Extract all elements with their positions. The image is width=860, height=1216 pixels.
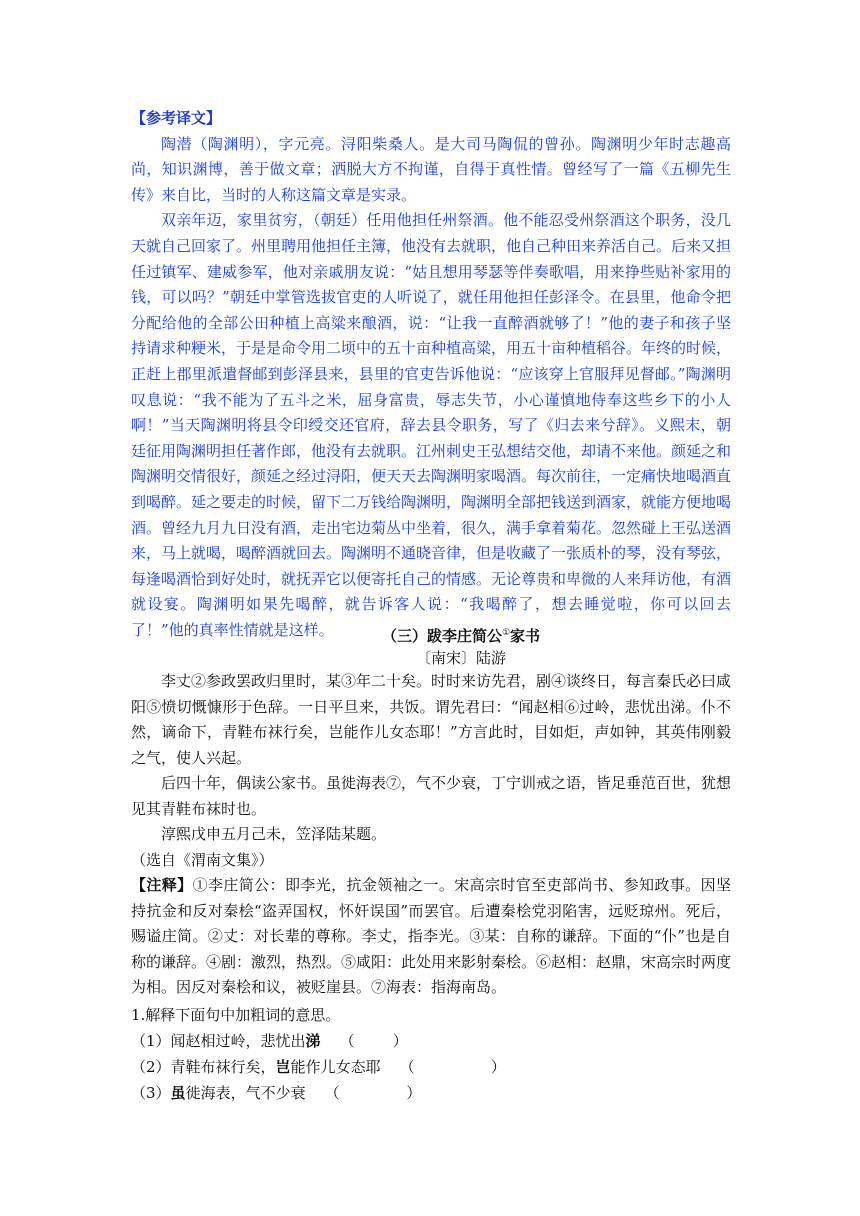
question-item-prefix: （2）青鞋布袜行矣， (131, 1058, 276, 1076)
question-title: 1.解释下面句中加粗词的意思。 (131, 1006, 341, 1024)
question-section (131, 1002, 731, 1106)
essay-paragraph: 后四十年，偶读公家书。虽徙海表⑦，气不少衰，丁宁训戒之语，皆足垂范百世，犹想见其青鞋布袜时也。 (131, 774, 732, 818)
essay-title-footnote-mark: ① (501, 628, 511, 638)
essay-section (131, 622, 731, 1001)
question-item-prefix: （1）闻赵相过岭，悲忧出 (131, 1032, 306, 1050)
question-item-prefix: （3） (131, 1084, 171, 1102)
question-item (131, 1028, 731, 1054)
essay-author: 〔南宋〕陆游 (415, 649, 506, 667)
answer-blank[interactable]: 能作儿女态耶 （ ） (290, 1058, 506, 1076)
question-item (131, 1054, 731, 1080)
essay-notes (131, 873, 731, 1001)
translation-paragraph: 陶潜（陶渊明），字元亮。浔阳柴桑人。是大司马陶侃的曾孙。陶渊明少年时志趣高尚，知识渊博，善于做文章；洒脱大方不拘谨，自得于真性情。曾经写了一篇《五柳先生传》来自比，当时的人称这篇文章是实录。 (131, 134, 731, 204)
translation-paragraph: 双亲年迈，家里贫穷，（朝廷）任用他担任州祭酒。他不能忍受州祭酒这个职务，没几天就自己回家了。州里聘用他担任主簿，他没有去就职，他自己种田来养活自己。后来又担任过镇军、建威参军，他对亲戚朋友说：“姑且想用琴瑟等伴奏歌唱，用来挣些贴补家用的钱，可以吗？”朝廷中掌管选拔官吏的人听说了，就任用他担任彭泽令。在县里，他命令把分配给他的全部公田种植上高粱来酿酒，说：“让我一直醉酒就够了！”他的妻子和孩子坚持请求种粳米，于是是命令用二顷中的五十亩种植高粱，用五十亩种植稻谷。年终的时候，正赶上郡里派遣督邮到彭泽县来，县里的官吏告诉他说：“应该穿上官服拜见督邮。”陶渊明叹息说：“我不能为了五斗之米，屈身富贵，辱志失节，小心谨慎地侍奉这些乡下的小人啊！”当天陶渊明将县令印绶交还官府，辞去县令职务，写了《归去来兮辞》。义熙末，朝廷征用陶渊明担任著作郎，他没有去就职。江州刺史王弘想结交他，却请不来他。颜延之和陶渊明交情很好，颜延之经过浔阳，便天天去陶渊明家喝酒。每次前往，一定痛快地喝酒直到喝醉。延之要走的时候，留下二万钱给陶渊明，陶渊明全部把钱送到酒家，就能方便地喝酒。曾经九月九日没有酒，走出宅边菊丛中坐着，很久，满手拿着菊花。忽然碰上王弘送酒来，马上就喝，喝醉酒就回去。陶渊明不通晓音律，但是收藏了一张质朴的琴，没有琴弦，每逢喝酒恰到好处时，就抚弄它以便寄托自己的情感。无论尊贵和卑微的人来拜访他，有酒就设宴。陶渊明如果先喝醉，就告诉客人说：“我喝醉了，想去睡觉啦，你可以回去了！”他的真率性情就是这样。 (131, 211, 732, 639)
essay-title-end: 家书 (510, 627, 541, 645)
answer-blank[interactable]: （ ） (320, 1032, 408, 1050)
answer-blank[interactable]: 徙海表，气不少衰 （ ） (185, 1084, 422, 1102)
question-item-bold-word: 岂 (275, 1058, 291, 1076)
essay-paragraph: 淳熙戊申五月己未，笠泽陆某题。 (161, 825, 387, 843)
reference-translation (131, 106, 731, 643)
essay-paragraph: 李丈②参政罢政归里时，某③年二十矣。时时来访先君，剧④谈终日，每言秦氏必曰咸阳⑤愤切慨慷形于色辞。一日平旦来，共饭。谓先君曰：“闻赵相⑥过岭，悲忧出涕。仆不然，谪命下，青鞋布袜行矣，岂能作儿女态耶！”方言此时，目如炬，声如钟，其英伟刚毅之气，使人兴起。 (131, 672, 732, 767)
essay-title (191, 622, 731, 647)
question-item-bold-word: 虽 (170, 1084, 186, 1102)
question-item-bold-word: 涕 (305, 1032, 321, 1050)
notes-text: ①李庄简公：即李光，抗金领袖之一。宋高宗时官至吏部尚书、参知政事。因坚持抗金和反对秦桧“盗弄国权，怀奸误国”而罢官。后遭秦桧党羽陷害，远贬琼州。死后，赐谥庄简。②丈：对长辈的尊称。李丈，指李光。③某：自称的谦辞。下面的“仆”也是自称的谦辞。④剧：激烈，热烈。⑤咸阳：此处用来影射秦桧。⑥赵相：赵鼎，宋高宗时两度为相。因反对秦桧和议，被贬崖县。⑦海表：指海南岛。 (131, 876, 732, 996)
essay-body (131, 669, 731, 848)
notes-label: 【注释】 (131, 876, 193, 894)
translation-heading: 【参考译文】 (131, 109, 222, 127)
essay-title-text: （三）跋李庄简公 (381, 627, 502, 645)
question-item (131, 1080, 731, 1106)
essay-source: （选自《渭南文集》） (131, 850, 274, 869)
